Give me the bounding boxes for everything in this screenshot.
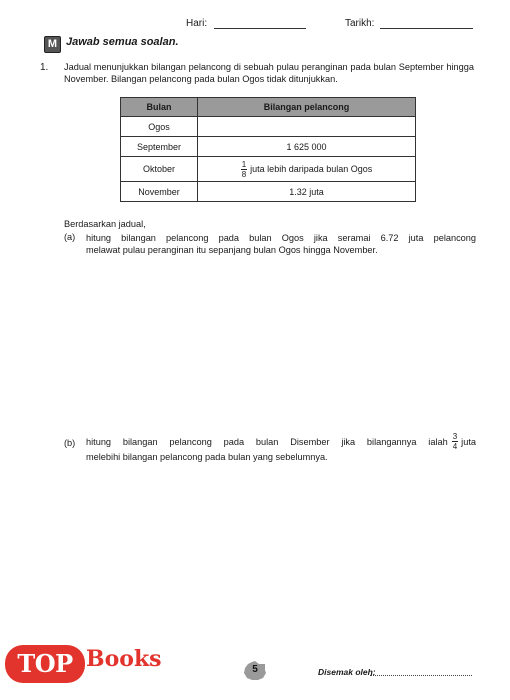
section-instruction: Jawab semua soalan. xyxy=(66,36,179,48)
page-number-badge xyxy=(244,661,266,681)
table-row xyxy=(121,182,416,202)
cell-month: September xyxy=(121,137,198,157)
part-a-label: (a) xyxy=(64,232,76,242)
cell-value: 1 625 000 xyxy=(198,137,416,157)
question-text: Jadual menunjukkan bilangan pelancong di sebuah pulau peranginan pada bulan September hingga November. Bilangan pelancong pada bulan Ogos tidak ditunjukkan. xyxy=(64,62,474,84)
part-a-line2: melawat pulau peranginan itu sepanjang bulan Ogos hingga November. xyxy=(86,245,378,255)
disemak-line xyxy=(370,675,472,676)
part-b-label: (b) xyxy=(64,438,76,448)
hari-line xyxy=(214,28,306,29)
cell-value-text: juta lebih daripada bulan Ogos xyxy=(250,163,373,174)
table-header-row xyxy=(121,98,416,117)
tarikh-label: Tarikh: xyxy=(345,18,375,29)
intro-text: Berdasarkan jadual, xyxy=(64,219,146,229)
header-bulan: Bulan xyxy=(121,98,198,117)
part-b-line2: melebihi bilangan pelancong pada bulan yang sebelumnya. xyxy=(86,452,328,462)
tourist-table xyxy=(120,97,416,202)
part-b-line1-pre: hitung bilangan pelancong pada bulan Disember jika bilangannya ialah xyxy=(86,436,448,447)
cell-month: Oktober xyxy=(121,157,198,182)
tarikh-line xyxy=(380,28,473,29)
part-a-line1: hitung bilangan pelancong pada bulan Ogos jika seramai 6.72 juta pelancong xyxy=(86,233,476,243)
fraction xyxy=(241,160,247,179)
part-a-text xyxy=(86,232,476,256)
fraction-numerator: 3 xyxy=(452,432,458,441)
part-b-fraction xyxy=(452,432,458,451)
cell-value xyxy=(198,157,416,182)
topbooks-logo-books: Books xyxy=(86,646,162,672)
disemak-label: Disemak oleh: xyxy=(318,667,376,677)
cell-month: November xyxy=(121,182,198,202)
part-b-line1 xyxy=(86,432,476,451)
topbooks-logo-top: TOP xyxy=(5,645,85,683)
table-row xyxy=(121,157,416,182)
header-bilangan: Bilangan pelancong xyxy=(198,98,416,117)
fraction-numerator: 1 xyxy=(241,159,247,169)
tarikh-field xyxy=(345,18,473,29)
cell-value: 1.32 juta xyxy=(198,182,416,202)
hari-label: Hari: xyxy=(186,18,208,29)
table-row xyxy=(121,137,416,157)
cell-month: Ogos xyxy=(121,117,198,137)
cell-value xyxy=(198,117,416,137)
fraction-denominator: 4 xyxy=(452,442,458,451)
part-b-text xyxy=(86,432,476,463)
page-number: 5 xyxy=(252,664,258,675)
question-number: 1. xyxy=(40,62,49,73)
hari-field xyxy=(186,18,306,29)
section-badge: M xyxy=(44,36,61,53)
fraction-denominator: 8 xyxy=(241,169,247,179)
part-b-line1-post: juta xyxy=(461,436,476,447)
table-row xyxy=(121,117,416,137)
